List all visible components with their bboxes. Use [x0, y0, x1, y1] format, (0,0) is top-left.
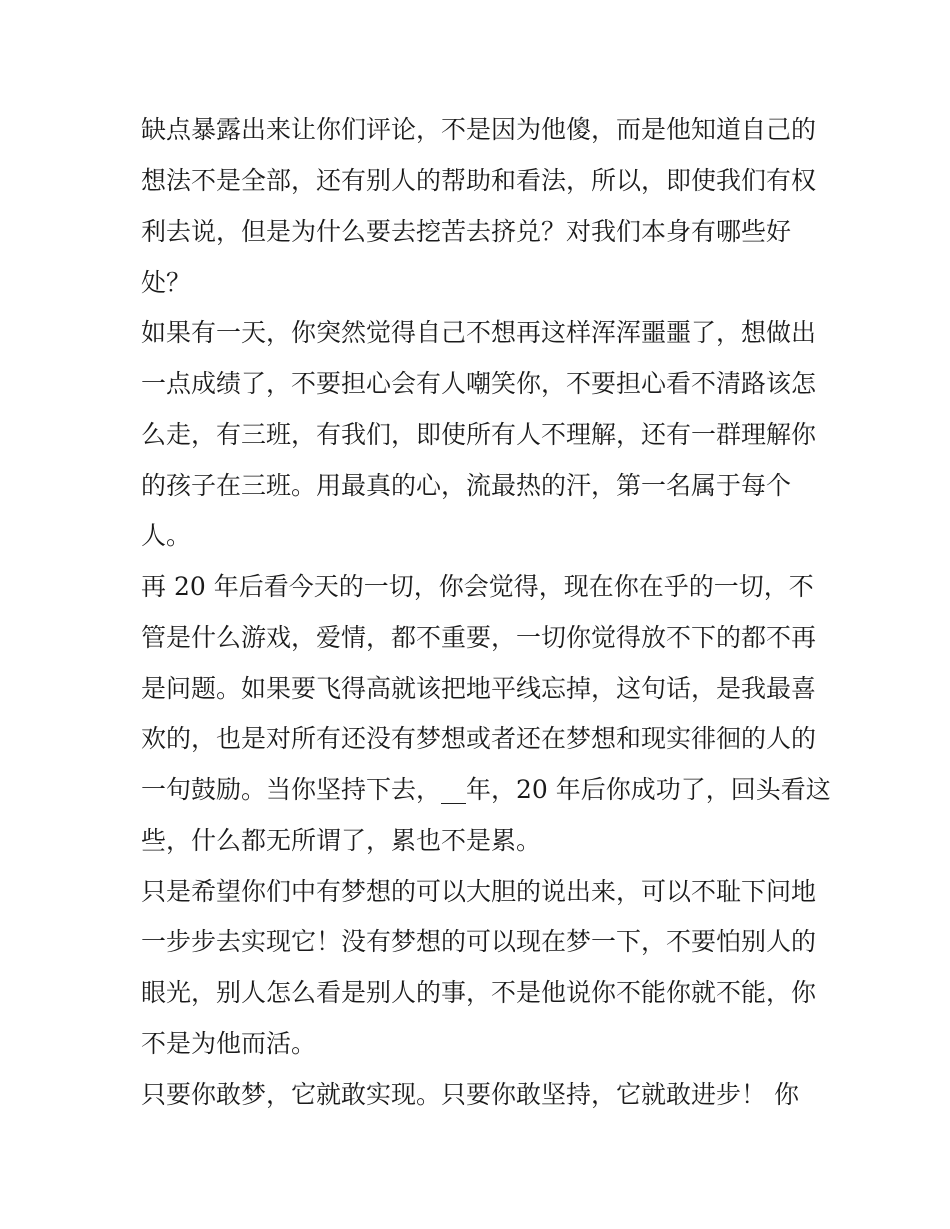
- text-line: 一句鼓励。当你坚持下去，__年，20 年后你成功了，回头看这: [141, 775, 831, 804]
- text-line: 只是希望你们中有梦想的可以大胆的说出来，可以不耻下问地: [141, 877, 817, 906]
- text-line: 是问题。如果要飞得高就该把地平线忘掉，这句话，是我最喜: [141, 674, 817, 703]
- text-line: 如果有一天，你突然觉得自己不想再这样浑浑噩噩了，想做出: [141, 318, 817, 347]
- text-line: 管是什么游戏，爱情，都不重要，一切你觉得放不下的都不再: [141, 623, 817, 652]
- text-line: 欢的，也是对所有还没有梦想或者还在梦想和现实徘徊的人的: [141, 724, 817, 753]
- text-line: 一步步去实现它！没有梦想的可以现在梦一下，不要怕别人的: [141, 927, 817, 956]
- text-line: 一点成绩了，不要担心会有人嘲笑你，不要担心看不清路该怎: [141, 369, 817, 398]
- text-line: 么走，有三班，有我们，即使所有人不理解，还有一群理解你: [141, 420, 817, 449]
- text-line: 眼光，别人怎么看是别人的事，不是他说你不能你就不能，你: [141, 978, 817, 1007]
- text-line: 些，什么都无所谓了，累也不是累。: [141, 826, 542, 855]
- text-line: 再 20 年后看今天的一切，你会觉得，现在你在乎的一切，不: [141, 572, 814, 601]
- text-line: 不是为他而活。: [141, 1029, 317, 1058]
- text-line: 缺点暴露出来让你们评论，不是因为他傻，而是他知道自己的: [141, 115, 817, 144]
- text-line: 人。: [141, 521, 192, 550]
- text-line: 处？: [141, 268, 192, 297]
- text-line: 的孩子在三班。用最真的心，流最热的汗，第一名属于每个: [141, 471, 792, 500]
- text-line: 利去说，但是为什么要去挖苦去挤兑？对我们本身有哪些好: [141, 217, 792, 246]
- text-line: 想法不是全部，还有别人的帮助和看法，所以，即使我们有权: [141, 166, 817, 195]
- text-line: 只要你敢梦，它就敢实现。只要你敢坚持，它就敢进步！ 你: [141, 1080, 799, 1109]
